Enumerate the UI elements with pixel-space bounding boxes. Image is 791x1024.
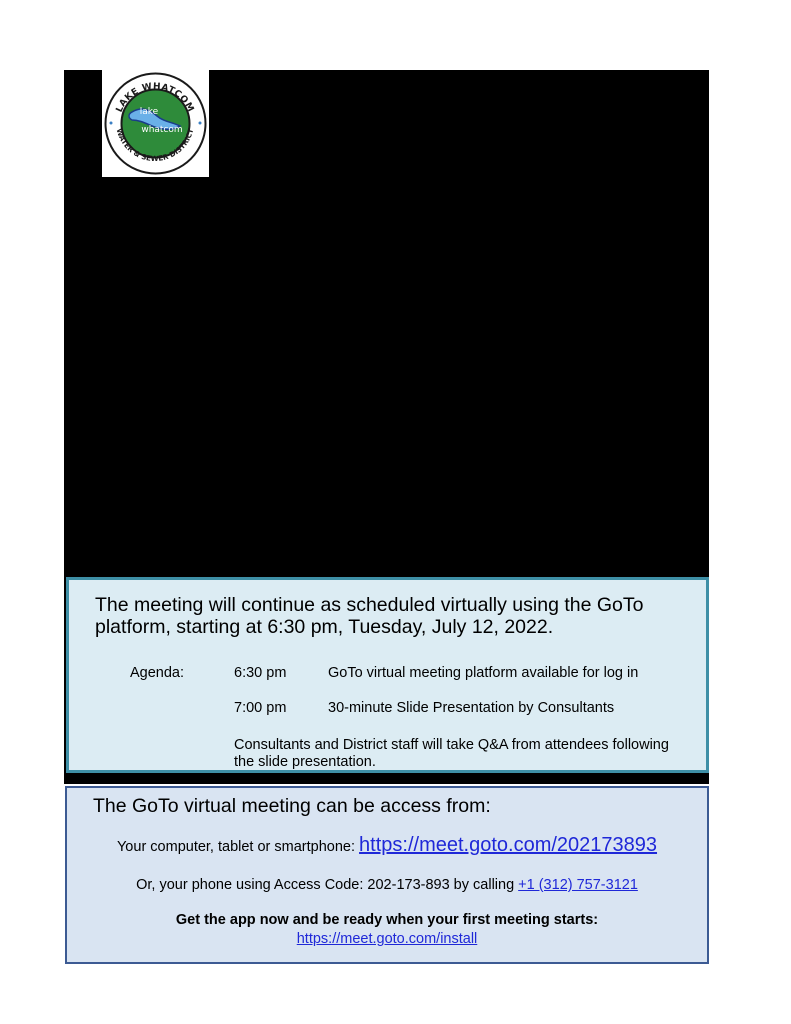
phone-number-link[interactable]: +1 (312) 757-3121 — [518, 877, 638, 893]
logo-inner-word-whatcom: whatcom — [141, 125, 183, 135]
logo-inner-word-lake: lake — [139, 107, 159, 117]
app-install-link[interactable]: https://meet.goto.com/install — [296, 931, 478, 947]
computer-access-prefix: Your computer, tablet or smartphone: — [116, 839, 356, 855]
logo-ring-bottom-text: WATER & SEWER DISTRICT — [114, 127, 196, 164]
phone-access-prefix: Or, your phone using Access Code: 202-173-893 by calling — [136, 877, 515, 893]
computer-access-line — [67, 834, 707, 857]
agenda-desc-1: GoTo virtual meeting platform available for log in — [328, 665, 639, 681]
meeting-title: The meeting will continue as scheduled virtually using the GoTo platform, starting at 6:30 pm, Tuesday, July 12, 2022. — [95, 594, 644, 638]
district-logo — [102, 70, 209, 177]
agenda-label: Agenda: — [130, 665, 185, 681]
access-info-box — [65, 786, 709, 964]
agenda-time-2: 7:00 pm — [234, 700, 287, 716]
meeting-link[interactable]: https://meet.goto.com/202173893 — [359, 834, 658, 856]
access-title: The GoTo virtual meeting can be access from: — [93, 795, 491, 817]
agenda-desc-2: 30-minute Slide Presentation by Consultants — [328, 700, 615, 716]
agenda-note: Consultants and District staff will take Q&A from attendees following the slide presentation. — [234, 737, 669, 770]
app-promo-text: Get the app now and be ready when your first meeting starts: — [175, 912, 599, 928]
meeting-info-box — [66, 577, 709, 773]
phone-access-line — [67, 877, 707, 893]
agenda-time-1: 6:30 pm — [234, 665, 287, 681]
app-link-line — [67, 931, 707, 947]
logo-ring-top-text: LAKE WHATCOM — [114, 81, 196, 115]
